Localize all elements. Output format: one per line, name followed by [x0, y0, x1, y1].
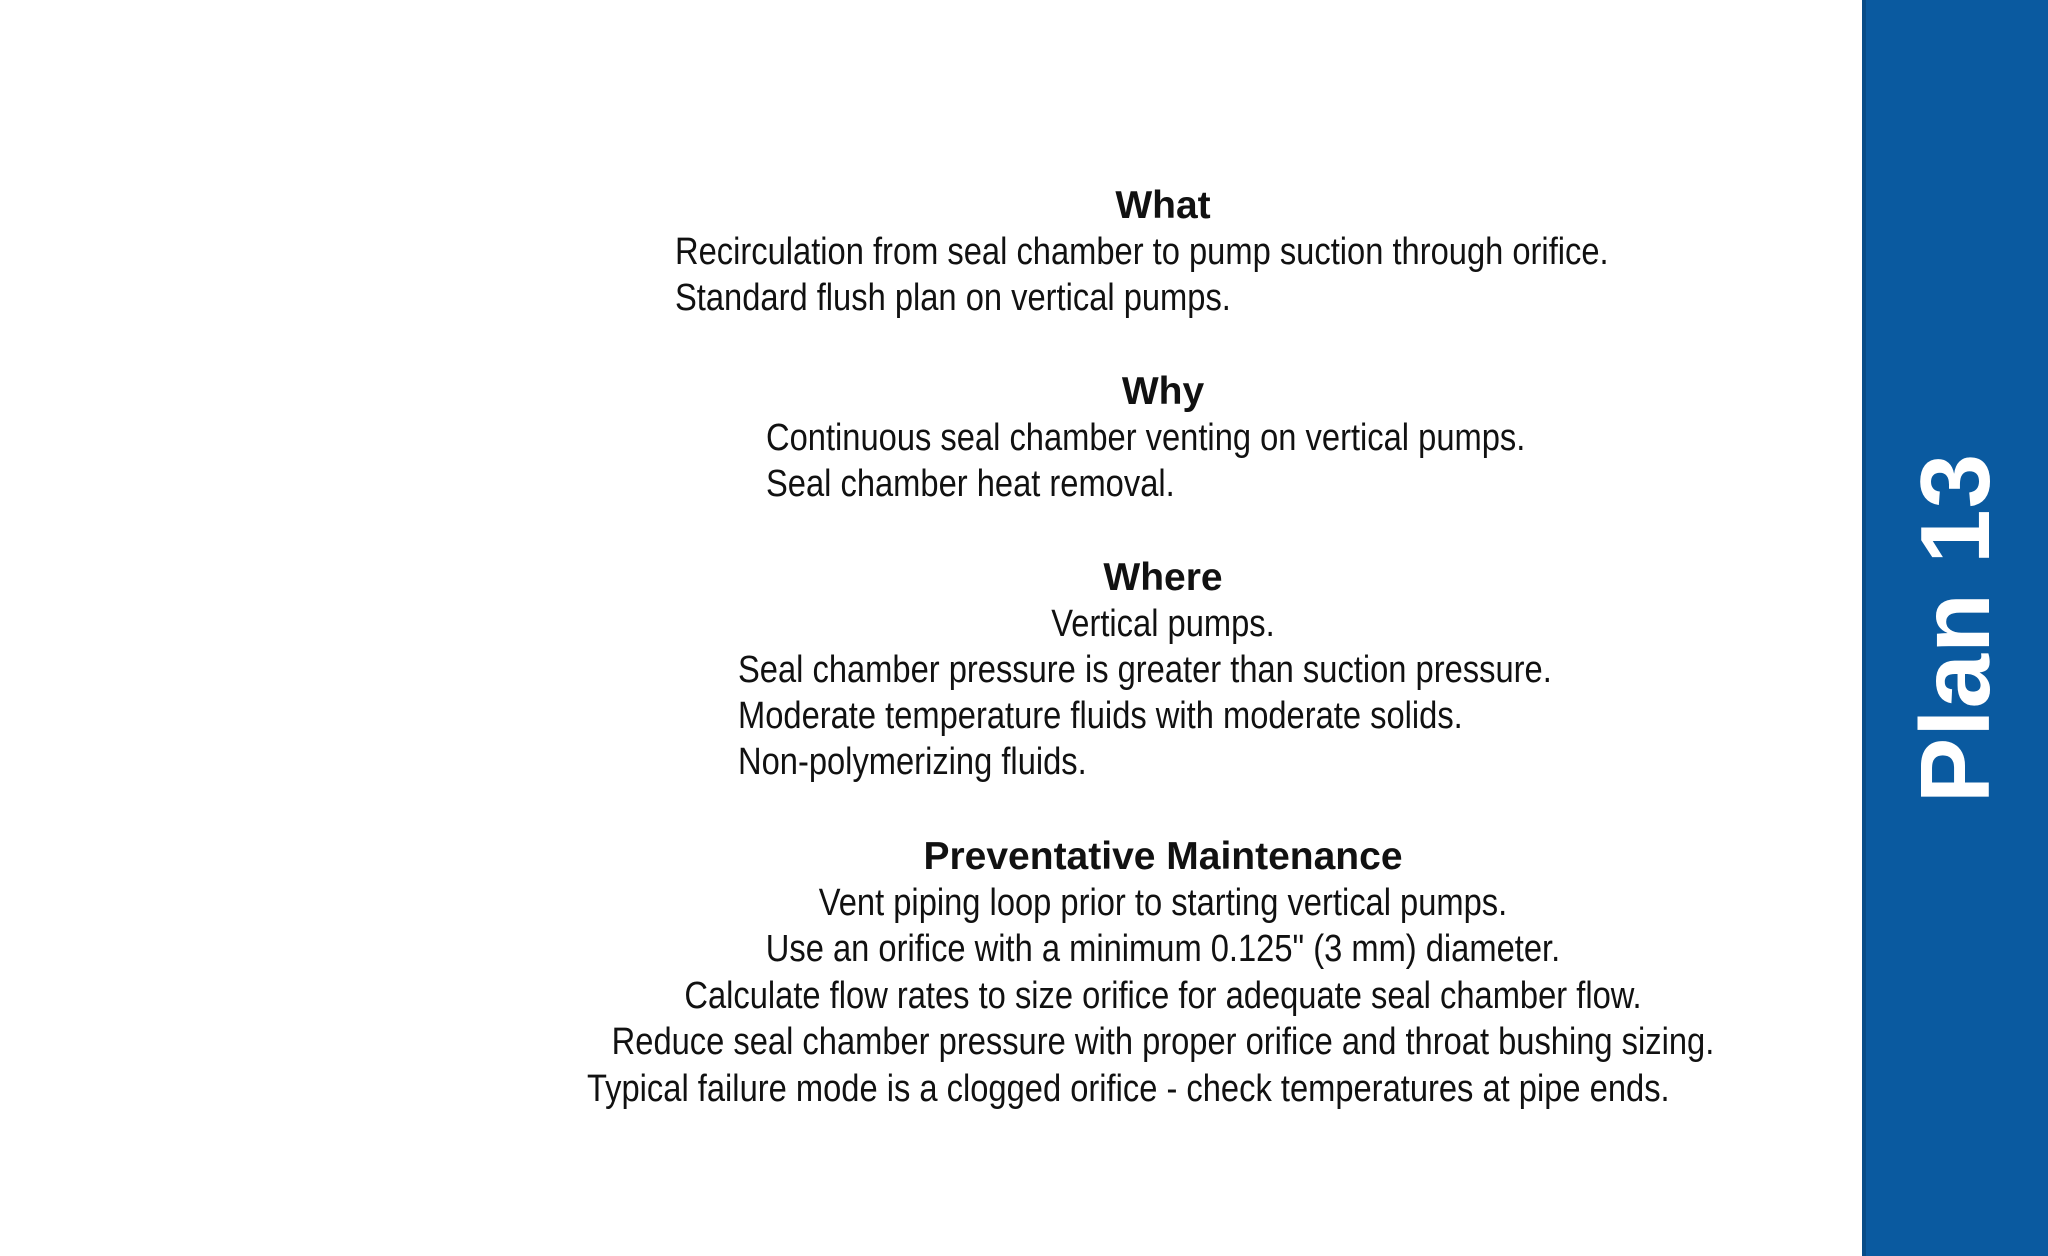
why-heading: Why [1121, 370, 1205, 413]
maintenance-heading: Preventative Maintenance [923, 835, 1403, 878]
maintenance-line-5: Typical failure mode is a clogged orifice - check temperatures at pipe ends. [587, 1068, 1670, 1110]
sidebar-edge [1862, 0, 1866, 1256]
maintenance-line-3: Calculate flow rates to size orifice for adequate seal chamber flow. [684, 975, 1642, 1017]
where-heading: Where [1103, 556, 1223, 599]
what-heading: What [1115, 184, 1211, 227]
why-line-1: Continuous seal chamber venting on vertical pumps. [766, 417, 1526, 459]
plan-label: Plan 13 [1900, 452, 2010, 804]
maintenance-line-4: Reduce seal chamber pressure with proper orifice and throat bushing sizing. [611, 1021, 1715, 1063]
maintenance-line-2: Use an orifice with a minimum 0.125" (3 mm) diameter. [765, 928, 1561, 970]
maintenance-line-1: Vent piping loop prior to starting vertical pumps. [818, 882, 1508, 924]
where-line-3: Moderate temperature fluids with moderate solids. [738, 695, 1463, 737]
what-line-2: Standard flush plan on vertical pumps. [675, 277, 1231, 319]
where-line-4: Non-polymerizing fluids. [738, 741, 1087, 783]
where-line-2: Seal chamber pressure is greater than suction pressure. [738, 649, 1552, 691]
why-line-2: Seal chamber heat removal. [766, 463, 1175, 505]
what-line-1: Recirculation from seal chamber to pump suction through orifice. [675, 231, 1609, 273]
where-line-1: Vertical pumps. [1051, 603, 1275, 645]
